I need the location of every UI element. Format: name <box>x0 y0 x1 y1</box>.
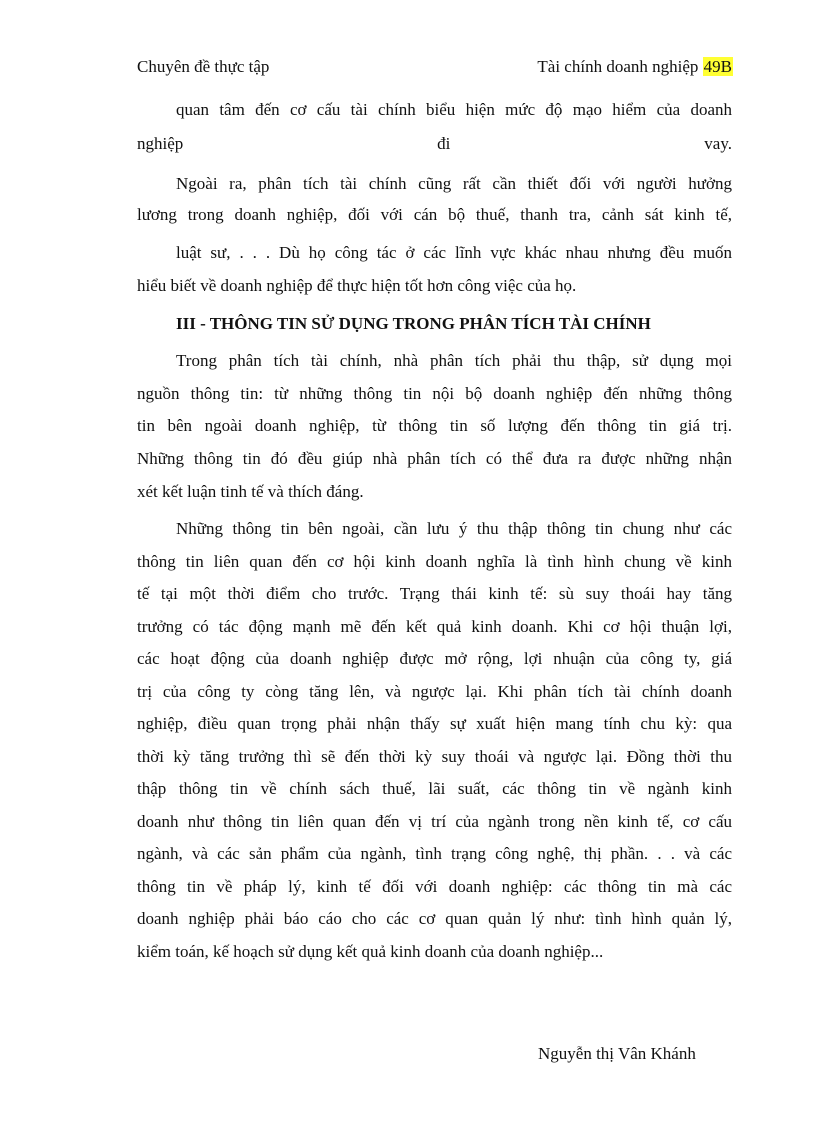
header-right-text <box>537 57 733 77</box>
paragraph-line: xét kết luận tinh tế và thích đáng. <box>137 482 364 501</box>
paragraph-line: Trong phân tích tài chính, nhà phân tích phải thu thập, sử dụng mọi <box>176 351 732 370</box>
header-course-text: Tài chính doanh nghiệp <box>537 57 699 76</box>
page-header <box>137 57 733 83</box>
paragraph-line: ngành, và các sản phẩm của ngành, tình trạng công nghệ, thị phần. . . và các <box>137 844 732 863</box>
paragraph-line: doanh như thông tin liên quan đến vị trí của ngành trong nền kinh tế, cơ cấu <box>137 812 732 831</box>
paragraph-line: doanh nghiệp phải báo cáo cho các cơ quan quản lý như: tình hình quản lý, <box>137 909 732 928</box>
paragraph-line: hiểu biết về doanh nghiệp để thực hiện tốt hơn công việc của họ. <box>137 276 577 295</box>
paragraph-line: tế tại một thời điểm cho trước. Trạng thái kinh tế: sù suy thoái hay tăng <box>137 584 732 603</box>
paragraph-line: thời kỳ tăng trưởng thì sẽ đến thời kỳ suy thoái và ngược lại. Đồng thời thu <box>137 747 732 766</box>
paragraph-line: luật sư, . . . Dù họ công tác ở các lĩnh vực khác nhau nhưng đều muốn <box>176 243 732 262</box>
paragraph-line: nguồn thông tin: từ những thông tin nội bộ doanh nghiệp đến những thông <box>137 384 732 403</box>
header-highlight: 49B <box>703 57 732 76</box>
paragraph-line: Những thông tin đó đều giúp nhà phân tích có thể đưa ra được những nhận <box>137 449 732 468</box>
section-heading: III - THÔNG TIN SỬ DỤNG TRONG PHÂN TÍCH TÀI CHÍNH <box>176 314 651 333</box>
paragraph-line: các hoạt động của doanh nghiệp được mở rộng, lợi nhuận của công ty, giá <box>137 649 732 668</box>
paragraph-line: nghiệp, điều quan trọng phải nhận thấy sự xuất hiện mang tính chu kỳ: qua <box>137 714 732 733</box>
paragraph-line: Ngoài ra, phân tích tài chính cũng rất cần thiết đối với người hưởng <box>176 174 732 193</box>
paragraph-line: trị của công ty còng tăng lên, và ngược lại. Khi phân tích tài chính doanh <box>137 682 732 701</box>
paragraph-line: trưởng có tác động mạnh mẽ đến kết quả kinh doanh. Khi cơ hội thuận lợi, <box>137 617 732 636</box>
page-footer-author: Nguyễn thị Vân Khánh <box>538 1044 696 1063</box>
paragraph-line: thông tin về pháp lý, kinh tế đối với doanh nghiệp: các thông tin mà các <box>137 877 732 896</box>
paragraph-line: nghiệp đi vay. <box>137 134 732 153</box>
paragraph-line: lương trong doanh nghiệp, đối với cán bộ thuế, thanh tra, cảnh sát kinh tế, <box>137 205 732 224</box>
paragraph-line: Những thông tin bên ngoài, cần lưu ý thu thập thông tin chung như các <box>176 519 732 538</box>
paragraph-line: quan tâm đến cơ cấu tài chính biểu hiện mức độ mạo hiểm của doanh <box>176 100 732 119</box>
paragraph-line: thông tin liên quan đến cơ hội kinh doanh nghĩa là tình hình chung về kinh <box>137 552 732 571</box>
paragraph-line: tin bên ngoài doanh nghiệp, từ thông tin số lượng đến thông tin giá trị. <box>137 416 732 435</box>
header-left-text: Chuyên đề thực tập <box>137 57 270 76</box>
paragraph-line: thập thông tin về chính sách thuế, lãi suất, các thông tin về ngành kinh <box>137 779 732 798</box>
paragraph-line: kiểm toán, kế hoạch sử dụng kết quả kinh doanh của doanh nghiệp... <box>137 942 604 961</box>
